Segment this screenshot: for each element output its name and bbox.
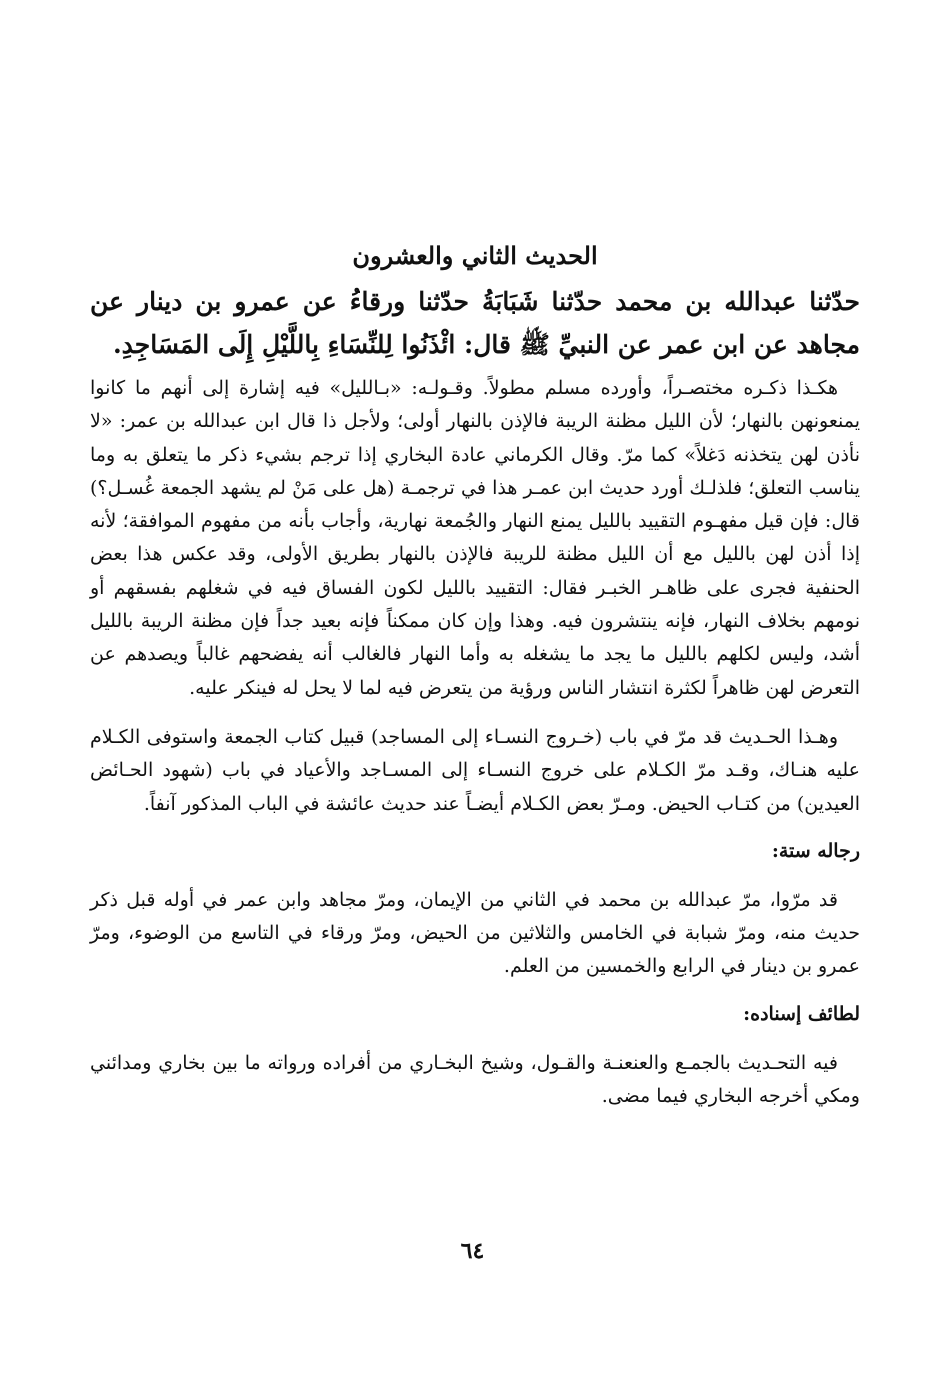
- commentary-paragraph-1: هكـذا ذكـره مختصـراً، وأورده مسلم مطولاً. وقـولـه: «بـالليل» فيه إشارة إلى أنهم ما كانوا يمنعونهن بالنهار؛ لأن الليل مظنة الريبة فالإذن بالنهار أولى؛ ولأجل ذا قال ابن عبدالله بن عمر: «لا نأذن لهن يتخذنه دَغلاً» كما مرّ. وقال الكرماني عادة البخاري إذا ترجم بشيء ذكر ما يتعلق به وما يناسب التعلق؛ فلذلـك أورد حديث ابن عمـر هذا في ترجمـة (هل على مَنْ لم يشهد الجمعة غُسـل؟) قال: فإن قيل مفهـوم التقييد بالليل يمنع النهار والجُمعة نهارية، وأجاب بأنه من مفهوم الموافقة؛ لأنه إذا أذن لهن بالليل مع أن الليل مظنة للريبة فالإذن بالنهار بطريق الأولى، وقد عكس هذا بعض الحنفية فجرى على ظاهـر الخبـر فقال: التقييد بالليل لكون الفساق فيه في شغلهم بفسقهم أو نومهم بخلاف النهار، فإنه ينتشرون فيه. وهذا وإن كان ممكناً فإنه بعيد جداً فإن مظنة الريبة بالليل أشد، وليس لكلهم بالليل ما يجد ما يشغله به وأما النهار فالغالب أنه يفضحهم غالباً ويصدهم عن التعرض لهن ظاهراً لكثرة انتشار الناس ورؤية من يتعرض فيه لما لا يحل له فينكر عليه.: [90, 377, 860, 699]
- hadith-text: حدّثنا عبدالله بن محمد حدّثنا شَبَابَةُ حدّثنا ورقاءُ عن عمرو بن دينار عن مجاهد عن ابن عمر عن النبيِّ ﷺ قال: ائْذَنُوا لِلنِّسَاءِ بِاللَّيْلِ إِلَى المَسَاجِدِ.: [90, 287, 860, 359]
- isnad-heading: لطائف إسناده:: [743, 1002, 860, 1025]
- chapter-title: الحديث الثاني والعشرون: [352, 241, 598, 270]
- isnad-text: فيه التحـديث بالجمـع والعنعنـة والقـول، وشيخ البخـاري من أفراده ورواته ما بين بخاري ومدائني ومكي أخرجه البخاري فيما مضى.: [90, 1051, 860, 1108]
- commentary-paragraph-2: وهـذا الحـديث قد مرّ في باب (خـروج النسـاء إلى المساجد) قبيل كتاب الجمعة واستوفى الكـلام عليه هنـاك، وقـد مرّ الكـلام على خروج النسـاء إلى المسـاجد والأعياد في باب (شهود الحـائض العيدين) من كتـاب الحيض. ومـرّ بعض الكـلام أيضـاً عند حديث عائشة في الباب المذكور آنفاً.: [90, 725, 860, 815]
- narrators-heading: رجاله ستة:: [771, 839, 860, 862]
- narrators-text: قد مرّوا، مرّ عبدالله بن محمد في الثاني من الإيمان، ومرّ مجاهد وابن عمر في أوله قبل ذكر حديث منه، ومرّ شبابة في الخامس والثلاثين من الحيض، ومرّ ورقاء في التاسع من الوضوء، ومرّ عمرو بن دينار في الرابع والخمسين من العلم.: [90, 888, 860, 978]
- page-content: [90, 236, 860, 1113]
- page-number: ٦٤: [460, 1238, 485, 1264]
